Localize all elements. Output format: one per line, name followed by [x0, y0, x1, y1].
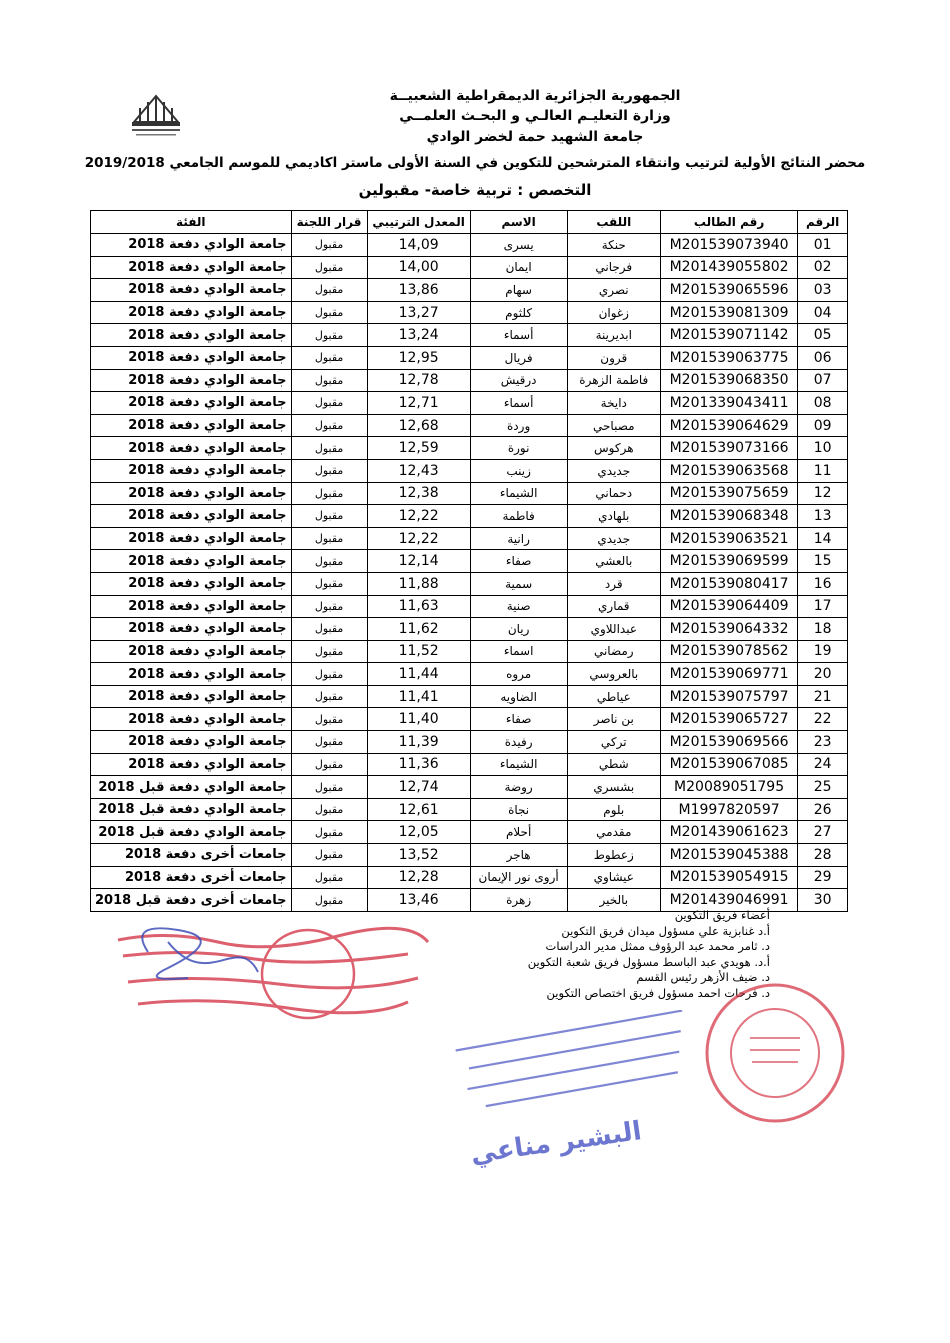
col-decision: قرار اللجنة	[291, 211, 367, 234]
header-university: جامعة الشهيد حمة لخضر الوادي	[426, 129, 644, 145]
table-row	[91, 844, 848, 867]
student-id: M201539045388	[660, 844, 797, 867]
last-name: بن ناصر	[567, 708, 660, 731]
last-name: ابديرينة	[567, 324, 660, 347]
col-student-id: رقم الطالب	[660, 211, 797, 234]
average: 12,38	[367, 482, 470, 505]
category: جامعة الوادي دفعة 2018	[91, 663, 292, 686]
last-name: عياطي	[567, 685, 660, 708]
first-name: رانية	[470, 527, 567, 550]
decision: مقبول	[291, 459, 367, 482]
last-name: عبداللاوي	[567, 618, 660, 641]
table-row	[91, 482, 848, 505]
category: جامعة الوادي دفعة 2018	[91, 527, 292, 550]
last-name: تركي	[567, 731, 660, 754]
table-row	[91, 279, 848, 302]
table-row	[91, 505, 848, 528]
average: 11,41	[367, 685, 470, 708]
last-name: بلهادي	[567, 505, 660, 528]
average: 13,27	[367, 301, 470, 324]
category: جامعة الوادي دفعة قبل 2018	[91, 776, 292, 799]
last-name: قماري	[567, 595, 660, 618]
table-row	[91, 708, 848, 731]
first-name: هاجر	[470, 844, 567, 867]
first-name: سمية	[470, 572, 567, 595]
student-id: M201539065727	[660, 708, 797, 731]
category: جامعة الوادي دفعة قبل 2018	[91, 821, 292, 844]
table-row	[91, 663, 848, 686]
category: جامعة الوادي دفعة 2018	[91, 685, 292, 708]
student-id: M201539071142	[660, 324, 797, 347]
last-name: مقدمي	[567, 821, 660, 844]
last-name: دحماني	[567, 482, 660, 505]
team-member: أ.د غنابزية علي مسؤول ميدان فريق التكوين	[561, 923, 770, 938]
row-number: 22	[798, 708, 848, 731]
student-id: M201539064629	[660, 414, 797, 437]
specialty-title: التخصص : تربية خاصة- مقبولين	[358, 181, 592, 199]
student-id: M201539069771	[660, 663, 797, 686]
decision: مقبول	[291, 708, 367, 731]
first-name: نجاة	[470, 798, 567, 821]
table-row	[91, 753, 848, 776]
row-number: 23	[798, 731, 848, 754]
row-number: 09	[798, 414, 848, 437]
average: 11,88	[367, 572, 470, 595]
last-name: جديدي	[567, 527, 660, 550]
table-row	[91, 550, 848, 573]
decision: مقبول	[291, 753, 367, 776]
decision: مقبول	[291, 572, 367, 595]
average: 12,61	[367, 798, 470, 821]
last-name: نصري	[567, 279, 660, 302]
table-row	[91, 369, 848, 392]
table-row	[91, 595, 848, 618]
average: 13,24	[367, 324, 470, 347]
category: جامعة الوادي دفعة قبل 2018	[91, 798, 292, 821]
category: جامعة الوادي دفعة 2018	[91, 708, 292, 731]
student-id: M201539063775	[660, 346, 797, 369]
table-row	[91, 527, 848, 550]
category: جامعة الوادي دفعة 2018	[91, 324, 292, 347]
last-name: حنكة	[567, 234, 660, 257]
decision: مقبول	[291, 482, 367, 505]
average: 11,62	[367, 618, 470, 641]
table-row	[91, 346, 848, 369]
category: جامعة الوادي دفعة 2018	[91, 369, 292, 392]
average: 11,36	[367, 753, 470, 776]
student-id: M201339043411	[660, 392, 797, 415]
row-number: 25	[798, 776, 848, 799]
document-title: محضر النتائج الأولية لترتيب وانتقاء المترشحين للتكوين في السنة الأولى ماستر اكاديمي للموسم الجامعي 2019/2018	[84, 155, 866, 171]
average: 11,40	[367, 708, 470, 731]
first-name: اسماء	[470, 640, 567, 663]
category: جامعة الوادي دفعة 2018	[91, 572, 292, 595]
average: 12,22	[367, 527, 470, 550]
student-id: M201539064332	[660, 618, 797, 641]
category: جامعة الوادي دفعة 2018	[91, 595, 292, 618]
row-number: 18	[798, 618, 848, 641]
header-republic: الجمهورية الجزائرية الديمقراطية الشعبيــة	[389, 88, 681, 104]
average: 12,14	[367, 550, 470, 573]
table-row	[91, 731, 848, 754]
category: جامعة الوادي دفعة 2018	[91, 256, 292, 279]
table-row	[91, 866, 848, 889]
signature-name: البشير مناعي	[468, 1116, 644, 1170]
average: 14,00	[367, 256, 470, 279]
first-name: الشيماء	[470, 482, 567, 505]
last-name: زغوان	[567, 301, 660, 324]
student-id: M201539054915	[660, 866, 797, 889]
last-name: قرون	[567, 346, 660, 369]
category: جامعة الوادي دفعة 2018	[91, 279, 292, 302]
team-member: د. ثامر محمد عبد الرؤوف ممثل مدير الدراسات	[545, 939, 770, 953]
category: جامعة الوادي دفعة 2018	[91, 753, 292, 776]
first-name: صفاء	[470, 708, 567, 731]
average: 11,52	[367, 640, 470, 663]
decision: مقبول	[291, 798, 367, 821]
first-name: صنية	[470, 595, 567, 618]
average: 11,63	[367, 595, 470, 618]
col-average: المعدل الترتيبي	[367, 211, 470, 234]
col-first-name: الاسم	[470, 211, 567, 234]
decision: مقبول	[291, 437, 367, 460]
table-row	[91, 256, 848, 279]
average: 13,86	[367, 279, 470, 302]
row-number: 01	[798, 234, 848, 257]
first-name: الضاويه	[470, 685, 567, 708]
student-id: M201539068348	[660, 505, 797, 528]
first-name: فاطمة	[470, 505, 567, 528]
first-name: زهرة	[470, 889, 567, 912]
category: جامعة الوادي دفعة 2018	[91, 505, 292, 528]
student-id: M201539069566	[660, 731, 797, 754]
last-name: دايخة	[567, 392, 660, 415]
table-row	[91, 392, 848, 415]
row-number: 11	[798, 459, 848, 482]
first-name: يسرى	[470, 234, 567, 257]
last-name: رمضاني	[567, 640, 660, 663]
row-number: 06	[798, 346, 848, 369]
decision: مقبول	[291, 618, 367, 641]
student-id: M201539078562	[660, 640, 797, 663]
row-number: 10	[798, 437, 848, 460]
first-name: أحلام	[470, 821, 567, 844]
row-number: 15	[798, 550, 848, 573]
average: 12,95	[367, 346, 470, 369]
last-name: شطي	[567, 753, 660, 776]
student-id: M201439061623	[660, 821, 797, 844]
decision: مقبول	[291, 776, 367, 799]
decision: مقبول	[291, 889, 367, 912]
decision: مقبول	[291, 505, 367, 528]
first-name: درقيش	[470, 369, 567, 392]
category: جامعة الوادي دفعة 2018	[91, 234, 292, 257]
team-member: د. ضيف الأزهر رئيس القسم	[636, 970, 770, 984]
category: جامعة الوادي دفعة 2018	[91, 482, 292, 505]
table-row	[91, 301, 848, 324]
last-name: بلوم	[567, 798, 660, 821]
average: 12,78	[367, 369, 470, 392]
average: 13,52	[367, 844, 470, 867]
student-id: M201539067085	[660, 753, 797, 776]
table-row	[91, 459, 848, 482]
decision: مقبول	[291, 279, 367, 302]
first-name: روضة	[470, 776, 567, 799]
decision: مقبول	[291, 527, 367, 550]
row-number: 30	[798, 889, 848, 912]
decision: مقبول	[291, 392, 367, 415]
row-number: 16	[798, 572, 848, 595]
first-name: مروه	[470, 663, 567, 686]
row-number: 28	[798, 844, 848, 867]
first-name: أسماء	[470, 392, 567, 415]
average: 12,74	[367, 776, 470, 799]
decision: مقبول	[291, 844, 367, 867]
table-row	[91, 414, 848, 437]
last-name: بشسري	[567, 776, 660, 799]
last-name: عيشاوي	[567, 866, 660, 889]
decision: مقبول	[291, 414, 367, 437]
category: جامعة الوادي دفعة 2018	[91, 459, 292, 482]
table-row	[91, 798, 848, 821]
first-name: نورة	[470, 437, 567, 460]
student-id: M20089051795	[660, 776, 797, 799]
row-number: 17	[798, 595, 848, 618]
row-number: 19	[798, 640, 848, 663]
table-row	[91, 776, 848, 799]
table-row	[91, 821, 848, 844]
decision: مقبول	[291, 640, 367, 663]
last-name: زعطوط	[567, 844, 660, 867]
average: 12,43	[367, 459, 470, 482]
first-name: ايمان	[470, 256, 567, 279]
average: 13,46	[367, 889, 470, 912]
table-row	[91, 234, 848, 257]
category: جامعات أخرى دفعة 2018	[91, 866, 292, 889]
student-id: M1997820597	[660, 798, 797, 821]
decision: مقبول	[291, 256, 367, 279]
first-name: فريال	[470, 346, 567, 369]
results-table	[90, 210, 848, 912]
first-name: زينب	[470, 459, 567, 482]
row-number: 26	[798, 798, 848, 821]
first-name: كلثوم	[470, 301, 567, 324]
team-member: أ.د. هويدي عبد الباسط مسؤول فريق شعبة التكوين	[527, 954, 770, 969]
student-id: M201539063568	[660, 459, 797, 482]
table-row	[91, 640, 848, 663]
student-id: M201539065596	[660, 279, 797, 302]
decision: مقبول	[291, 301, 367, 324]
decision: مقبول	[291, 821, 367, 844]
col-last-name: اللقب	[567, 211, 660, 234]
first-name: رفيدة	[470, 731, 567, 754]
average: 12,22	[367, 505, 470, 528]
first-name: صفاء	[470, 550, 567, 573]
row-number: 29	[798, 866, 848, 889]
student-id: M201539080417	[660, 572, 797, 595]
student-id: M201539068350	[660, 369, 797, 392]
average: 12,68	[367, 414, 470, 437]
last-name: هركوس	[567, 437, 660, 460]
category: جامعة الوادي دفعة 2018	[91, 437, 292, 460]
row-number: 14	[798, 527, 848, 550]
row-number: 13	[798, 505, 848, 528]
student-id: M201539064409	[660, 595, 797, 618]
student-id: M201439055802	[660, 256, 797, 279]
row-number: 03	[798, 279, 848, 302]
category: جامعة الوادي دفعة 2018	[91, 414, 292, 437]
table-row	[91, 572, 848, 595]
student-id: M201539069599	[660, 550, 797, 573]
row-number: 02	[798, 256, 848, 279]
table-row	[91, 324, 848, 347]
average: 11,39	[367, 731, 470, 754]
average: 14,09	[367, 234, 470, 257]
category: جامعة الوادي دفعة 2018	[91, 640, 292, 663]
first-name: سهام	[470, 279, 567, 302]
decision: مقبول	[291, 550, 367, 573]
category: جامعة الوادي دفعة 2018	[91, 392, 292, 415]
row-number: 07	[798, 369, 848, 392]
student-id: M201539075659	[660, 482, 797, 505]
student-id: M201539073940	[660, 234, 797, 257]
last-name: قرد	[567, 572, 660, 595]
category: جامعة الوادي دفعة 2018	[91, 550, 292, 573]
category: جامعة الوادي دفعة 2018	[91, 346, 292, 369]
faculty-stamp	[108, 912, 438, 1062]
student-id: M201539075797	[660, 685, 797, 708]
row-number: 24	[798, 753, 848, 776]
table-row	[91, 685, 848, 708]
row-number: 12	[798, 482, 848, 505]
decision: مقبول	[291, 369, 367, 392]
row-number: 21	[798, 685, 848, 708]
table-header-row	[91, 211, 848, 234]
last-name: بالعروسي	[567, 663, 660, 686]
col-category: الفئة	[91, 211, 292, 234]
header-ministry: وزارة التعليـم العالـي و البحـث العلمــي	[399, 108, 671, 124]
decision: مقبول	[291, 663, 367, 686]
average: 12,71	[367, 392, 470, 415]
category: جامعات أخرى دفعة 2018	[91, 844, 292, 867]
team-member: د. فرحات احمد مسؤول فريق اختصاص التكوين	[546, 985, 770, 1000]
student-id: M201539081309	[660, 301, 797, 324]
average: 12,28	[367, 866, 470, 889]
student-id: M201539063521	[660, 527, 797, 550]
student-id: M201539073166	[660, 437, 797, 460]
average: 12,59	[367, 437, 470, 460]
decision: مقبول	[291, 685, 367, 708]
first-name: الشيماء	[470, 753, 567, 776]
category: جامعات أخرى دفعة قبل 2018	[91, 889, 292, 912]
decision: مقبول	[291, 731, 367, 754]
first-name: وردة	[470, 414, 567, 437]
last-name: بالخير	[567, 889, 660, 912]
table-row	[91, 437, 848, 460]
decision: مقبول	[291, 346, 367, 369]
first-name: ريان	[470, 618, 567, 641]
first-name: أروى نور الإيمان	[470, 866, 567, 889]
row-number: 05	[798, 324, 848, 347]
category: جامعة الوادي دفعة 2018	[91, 618, 292, 641]
last-name: بالعشي	[567, 550, 660, 573]
decision: مقبول	[291, 595, 367, 618]
col-number: الرقم	[798, 211, 848, 234]
university-stamp	[700, 978, 850, 1128]
first-name: أسماء	[470, 324, 567, 347]
average: 11,44	[367, 663, 470, 686]
row-number: 27	[798, 821, 848, 844]
average: 12,05	[367, 821, 470, 844]
results-table-body	[91, 234, 848, 912]
decision: مقبول	[291, 324, 367, 347]
row-number: 08	[798, 392, 848, 415]
decision: مقبول	[291, 234, 367, 257]
last-name: فرجاني	[567, 256, 660, 279]
table-row	[91, 618, 848, 641]
category: جامعة الوادي دفعة 2018	[91, 731, 292, 754]
category: جامعة الوادي دفعة 2018	[91, 301, 292, 324]
last-name: فاطمة الزهرة	[567, 369, 660, 392]
last-name: جديدي	[567, 459, 660, 482]
last-name: مصباحي	[567, 414, 660, 437]
decision: مقبول	[291, 866, 367, 889]
team-heading: أعضاء فريق التكوين	[674, 908, 770, 922]
row-number: 20	[798, 663, 848, 686]
vice-rector-stamp	[450, 1010, 700, 1120]
row-number: 04	[798, 301, 848, 324]
student-id: M201439046991	[660, 889, 797, 912]
